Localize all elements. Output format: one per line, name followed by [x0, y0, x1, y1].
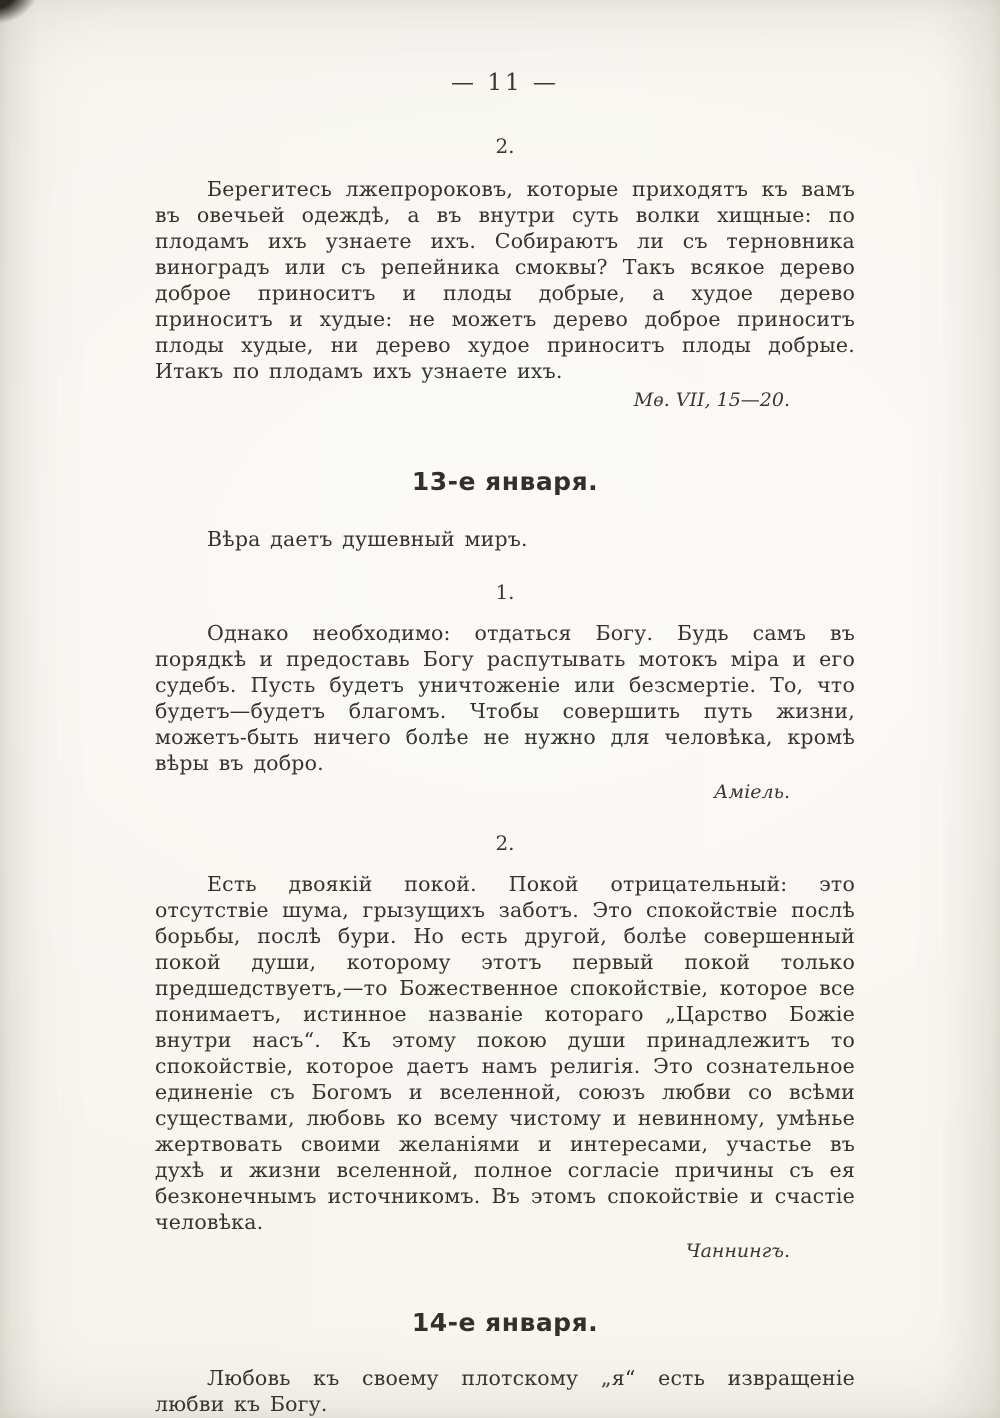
section-2-paragraph: Есть двоякій покой. Покой отрицательный: это отсутствіе шума, грызущихъ заботъ. Это спокойствіе послѣ борьбы, послѣ бури. Но есть другой, болѣе совершенный покой души, которому этотъ первый покой только предшедствуетъ,—то Божественное спокойствіе, которое все понимаетъ, истинное названіе котораго „Царство Божіе внутри насъ“. Къ этому покою души принадлежитъ то спокойствіе, которое даетъ намъ религія. Это сознательное единеніе съ Богомъ и вселенной, союзъ любви со всѣми существами, любовь ко всему чистому и невинному, умѣнье жертвовать своими желаніями и интересами, участье въ духѣ и жизни вселенной, полное согласіе причины съ ея безконечнымъ источникомъ. Въ этомъ спокойствіе и счастіе человѣка.	[155, 872, 855, 1234]
verse-paragraph: Берегитесь лжепророковъ, которые приходятъ къ вамъ въ овечьей одеждѣ, а въ внутри суть волки хищные: по плодамъ ихъ узнаете ихъ. Собираютъ ли съ терновника виноградъ или съ репейника смоквы? Такъ всякое дерево доброе приноситъ и плоды добрые, а худое дерево приноситъ и худые: не можетъ дерево доброе приноситъ плоды худые, ни дерево худое приноситъ плоды добрые. Итакъ по плодамъ ихъ узнаете ихъ.	[155, 177, 855, 383]
epigraph-january-13: Вѣра даетъ душевный миръ.	[207, 527, 528, 551]
section-1-number: 1.	[495, 580, 515, 604]
scan-corner-artifact	[0, 0, 36, 24]
section-1-paragraph: Однако необходимо: отдаться Богу. Будь самъ въ порядкѣ и предоставь Богу распутывать мотокъ міра и его судебъ. Пусть будетъ уничтоженіе или безсмертіе. То, что будетъ—будетъ благомъ. Чтобы совершить путь жизни, можетъ-быть ничего болѣе не нужно для человѣка, кромѣ вѣры въ добро.	[155, 621, 855, 775]
page-number: — 11 —	[451, 70, 559, 96]
date-heading-january-13: 13-е января.	[411, 467, 599, 496]
section-1-author: Аміель.	[714, 781, 790, 803]
verse-section-number: 2.	[495, 134, 515, 158]
date-heading-january-14: 14-е января.	[411, 1308, 599, 1337]
epigraph-january-14: Любовь къ своему плотскому „я“ есть извращеніе любви къ Богу.	[155, 1366, 855, 1416]
section-2-author: Чаннингъ.	[685, 1240, 790, 1262]
verse-source-citation: Мѳ. VII, 15—20.	[633, 389, 790, 411]
section-2-number: 2.	[495, 831, 515, 855]
